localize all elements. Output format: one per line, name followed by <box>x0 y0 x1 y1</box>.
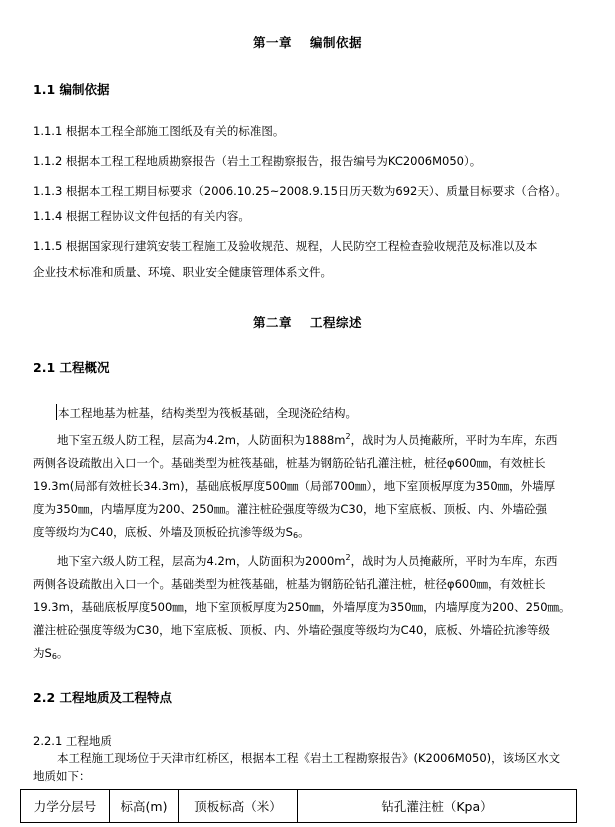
geo-text-line1: 本工程施工现场位于天津市红桥区，根据本工程《岩土工程勘察报告》(K2006M050)，该场区水文 <box>57 751 561 765</box>
item-1-1-4: 1.1.4 根据工程协议文件包括的有关内容。 <box>33 209 250 223</box>
para5-line1: 地下室五级人防工程，层高为4.2m，人防面积为$1888m^2$，战时为人员掩蔽所，平时为车库，东西 <box>57 432 558 447</box>
para6-line3: 19.3m，基础底板厚度500㎜，地下室顶板厚度为250㎜，外墙厚度为350㎜，内墙厚度为200、250㎜。 <box>33 600 571 614</box>
paragraph-level5 <box>33 425 593 547</box>
item-1-1-3: 1.1.3 根据本工程工期目标要求（2006.10.25~2008.9.15日历天数为692天）、质量目标要求（合格）。 <box>33 184 567 198</box>
table-header-cell: 标高(m) <box>110 790 179 823</box>
section-2-2-1-heading: 2.2.1 工程地质 <box>33 734 112 748</box>
section-1-1-heading: 1.1 编制依据 <box>33 82 110 97</box>
para6-line1: 地下室六级人防工程，层高为4.2m，人防面积为$2000m^2$，战时为人员掩蔽所，平时为车库，东西 <box>57 553 558 568</box>
item-1-1-1: 1.1.1 根据本工程全部施工图纸及有关的标准图。 <box>33 124 285 138</box>
overview-intro[interactable]: 本工程地基为桩基，结构类型为筏板基础，全现浇砼结构。 <box>58 406 357 420</box>
section-2-2-heading: 2.2 工程地质及工程特点 <box>33 690 172 705</box>
table-header-cell: 顶板标高（米） <box>179 790 298 823</box>
table-header-row <box>21 790 577 823</box>
superscript-2: 2 <box>345 432 351 441</box>
para6-line5: 为$S_6$。 <box>33 646 69 661</box>
subscript-6: 6 <box>292 531 299 540</box>
section-2-1-heading: 2.1 工程概况 <box>33 360 110 375</box>
chapter-1-name: 编制依据 <box>310 35 363 50</box>
chapter-2-title <box>0 313 615 331</box>
para5-line3: 19.3m(局部有效桩长34.3m)，基础底板厚度500㎜（局部700㎜），地下室顶板厚度为350㎜，外墙厚 <box>33 479 556 493</box>
para5-line5: 度等级均为C40，底板、外墙及顶板砼抗渗等级为$S_6$。 <box>33 525 310 540</box>
text-cursor <box>56 404 57 420</box>
para5-line4: 度为350㎜，内墙厚度为200、250㎜。灌注桩砼强度等级为C30，地下室底板、顶板、内、外墙砼强 <box>33 502 548 516</box>
paragraph-level6 <box>33 546 593 668</box>
para5-line2: 两侧各设疏散出入口一个。基础类型为桩筏基础，桩基为钢筋砼钻孔灌注桩，桩径φ600㎜，有效桩长 <box>33 456 546 470</box>
geo-text-line2: 地质如下： <box>33 769 91 783</box>
subscript-6: 6 <box>51 652 57 661</box>
chapter-2-number: 第二章 <box>252 315 292 330</box>
para6-line4: 灌注桩砼强度等级为C30，地下室底板、顶板、内、外墙砼强度等级均为C40，底板、外墙砼抗渗等级 <box>33 623 550 637</box>
table-header-cell: 钻孔灌注桩（Kpa） <box>298 790 577 823</box>
item-1-1-2: 1.1.2 根据本工程工程地质勘察报告（岩土工程勘察报告，报告编号为KC2006M050）。 <box>33 154 482 168</box>
chapter-1-title <box>0 33 615 51</box>
item-1-1-5-cont: 企业技术标准和质量、环境、职业安全健康管理体系文件。 <box>33 265 332 279</box>
chapter-1-number: 第一章 <box>252 35 292 50</box>
table-header-cell: 力学分层号 <box>21 790 110 823</box>
chapter-2-name: 工程综述 <box>310 315 363 330</box>
para6-line2: 两侧各设疏散出入口一个。基础类型为桩筏基础，桩基为钢筋砼钻孔灌注桩，桩径φ600㎜，有效桩长 <box>33 577 546 591</box>
geology-table <box>20 789 577 823</box>
item-1-1-5: 1.1.5 根据国家现行建筑安装工程施工及验收规范、规程，人民防空工程检查验收规范及标准以及本 <box>33 239 538 253</box>
superscript-2: 2 <box>345 553 351 562</box>
